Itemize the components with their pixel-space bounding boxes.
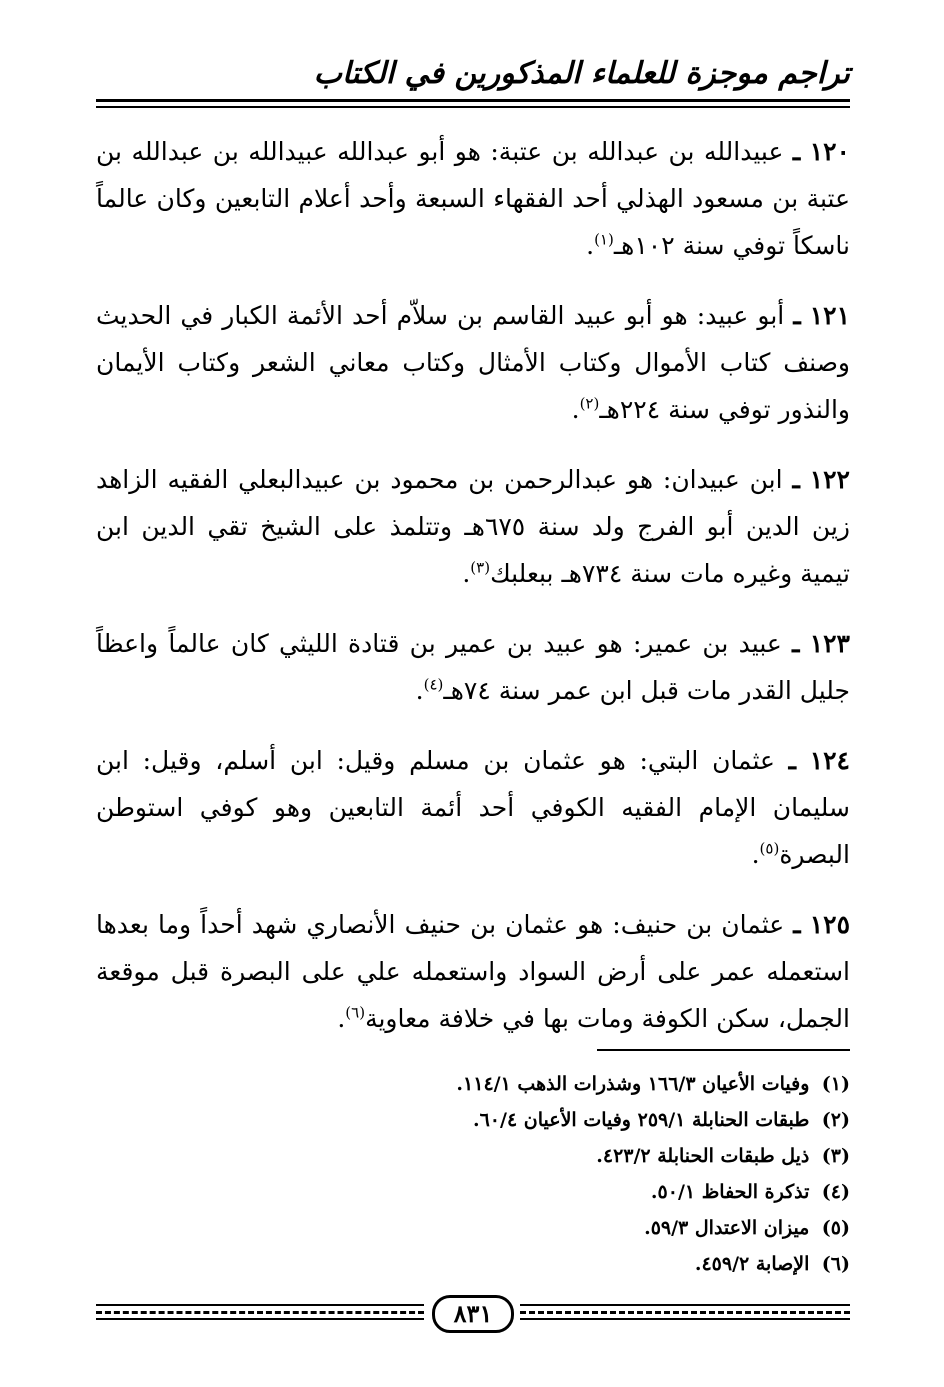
footnote-text: ذيل طبقات الحنابلة ٤٢٣/٢. (596, 1145, 810, 1167)
page-footer-ornament (96, 1299, 850, 1328)
biography-entry (96, 620, 850, 714)
footer-rule-right-top (520, 1304, 850, 1306)
footer-rule-left-top (96, 1304, 424, 1306)
footnote (96, 1210, 850, 1246)
biography-entry (96, 292, 850, 433)
biography-entry (96, 737, 850, 878)
footnote-text: ميزان الاعتدال ٥٩/٣. (644, 1217, 810, 1239)
footnote-reference[interactable]: (٣) (470, 558, 491, 577)
page-body (96, 128, 850, 1065)
footnotes (96, 1066, 850, 1282)
entry-number: ١٢٤ (809, 746, 850, 775)
running-head: تراجم موجزة للعلماء المذكورين في الكتاب (313, 56, 850, 91)
footnote (96, 1138, 850, 1174)
entry-number: ١٢١ (809, 301, 851, 330)
footnote-text: الإصابة ٤٥٩/٢. (694, 1253, 810, 1275)
entry-dash: ـ (793, 910, 801, 939)
entry-number: ١٢٠ (809, 137, 850, 166)
footer-dashes-left (96, 1311, 424, 1314)
footnote-number: (٦) (821, 1253, 850, 1275)
entry-end: . (586, 231, 595, 260)
footnote (96, 1246, 850, 1282)
footnote-text: وفيات الأعيان ١٦٦/٣ وشذرات الذهب ١١٤/١. (456, 1073, 810, 1095)
footnote (96, 1102, 850, 1138)
entry-number: ١٢٣ (809, 629, 850, 658)
entry-dash: ـ (792, 629, 800, 658)
entry-dash: ـ (792, 465, 800, 494)
footnote-number: (٢) (821, 1109, 850, 1131)
footer-dashes-right (520, 1311, 850, 1314)
entry-end: . (462, 559, 471, 588)
entry-text: عبيدالله بن عبدالله بن عتبة: هو أبو عبدالله عبيدالله بن عبدالله بن عتبة بن مسعود الهذلي أحد الفقهاء السبعة وأحد أعلام التابعين وكان عالماً ناسكاً توفي سنة ١٠٢هـ (96, 137, 850, 260)
footnote-number: (١) (821, 1073, 850, 1095)
footnote-reference[interactable]: (٦) (345, 1003, 366, 1022)
entry-end: . (415, 676, 424, 705)
entry-dash: ـ (788, 746, 796, 775)
page-number: ٨٣١ (432, 1295, 514, 1333)
entry-end: . (337, 1004, 346, 1033)
footer-rule-left-bottom (96, 1318, 424, 1320)
entry-end: . (571, 395, 580, 424)
biography-entry (96, 128, 850, 269)
footnote-reference[interactable]: (١) (594, 230, 614, 249)
entry-text: عثمان بن حنيف: هو عثمان بن حنيف الأنصاري شهد أحداً وما بعدها استعمله عمر على أرض السواد واستعمله علي على البصرة قبل موقعة الجمل، سكن الكوفة ومات بها في خلافة معاوية (96, 910, 850, 1033)
entry-text: عبيد بن عمير: هو عبيد بن عمير بن قتادة الليثي كان عالماً واعظاً جليل القدر مات قبل ابن عمر سنة ٧٤هـ (96, 629, 850, 705)
footnote-number: (٣) (821, 1145, 850, 1167)
entry-end: . (751, 840, 760, 869)
footnote-reference[interactable]: (٥) (759, 839, 780, 858)
footnote (96, 1066, 850, 1102)
entry-number: ١٢٥ (809, 910, 851, 939)
footnote-reference[interactable]: (٤) (423, 675, 444, 694)
entry-dash: ـ (793, 301, 801, 330)
footnote-text: تذكرة الحفاظ ٥٠/١. (650, 1181, 810, 1203)
footnote (96, 1174, 850, 1210)
biography-entry (96, 901, 850, 1042)
footnote-reference[interactable]: (٢) (579, 394, 600, 413)
footnote-text: طبقات الحنابلة ٢٥٩/١ وفيات الأعيان ٦٠/٤. (472, 1109, 810, 1131)
entry-number: ١٢٢ (809, 465, 850, 494)
footnote-separator (597, 1049, 850, 1051)
footnote-number: (٥) (821, 1217, 850, 1239)
entry-text: ابن عبيدان: هو عبدالرحمن بن محمود بن عبيدالبعلي الفقيه الزاهد زين الدين أبو الفرج ولد سنة ٦٧٥هـ وتتلمذ على الشيخ تقي الدين ابن تيمية وغيره مات سنة ٧٣٤هـ ببعلبك (96, 465, 850, 588)
biography-entry (96, 456, 850, 597)
header-rule-thin (96, 106, 850, 108)
entry-text: عثمان البتي: هو عثمان بن مسلم وقيل: ابن أسلم، وقيل: ابن سليمان الإمام الفقيه الكوفي أحد أئمة التابعين وهو كوفي استوطن البصرة (96, 746, 850, 869)
header-rule-thick (96, 99, 850, 102)
entry-dash: ـ (792, 137, 801, 166)
footnote-number: (٤) (821, 1181, 850, 1203)
entry-text: أبو عبيد: هو أبو عبيد القاسم بن سلاّم أحد الأئمة الكبار في الحديث وصنف كتاب الأموال وكتاب الأمثال وكتاب معاني الشعر وكتاب الأيمان والنذور توفي سنة ٢٢٤هـ (96, 301, 850, 424)
footer-rule-right-bottom (520, 1318, 850, 1320)
